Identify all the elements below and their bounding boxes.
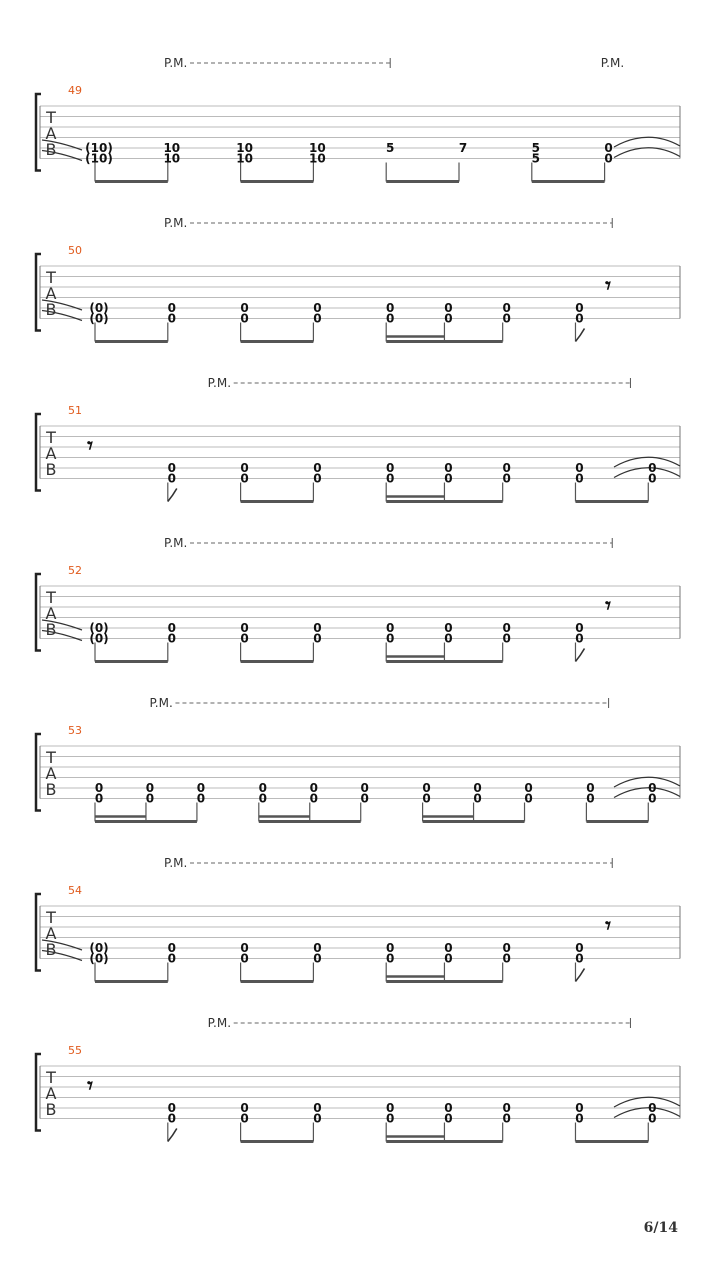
fret-number: 0 [240,951,249,966]
page-number: 6/14 [643,1220,678,1236]
fret-number: 10 [309,141,326,155]
fret-number: 10 [309,151,326,166]
tab-clef-letter: B [45,940,57,959]
fret-number: 10 [236,151,253,166]
fret-number: 10 [163,151,181,166]
fret-number: 0 [167,1111,176,1126]
fret-number: 0 [240,461,249,475]
fret-number: 0 [313,1101,322,1115]
fret-number: 0 [309,781,318,795]
tab-clef-letter: B [45,140,57,159]
measure-number: 54 [68,884,82,897]
fret-number: 0 [313,471,322,486]
fret-number: 10 [163,141,181,155]
tie-out-arc [614,457,680,467]
tab-clef-letter: T [46,748,56,767]
fret-number: 0 [502,461,511,475]
fret-number: 0 [386,631,395,646]
tab-clef-letter: A [45,1084,57,1103]
fret-number: 0 [258,781,267,795]
fret-number: 0 [473,781,482,795]
fret-number: 0 [360,781,369,795]
fret-number: 0 [648,791,657,806]
tie-out-arc [614,788,680,798]
fret-number: 0 [309,791,318,806]
fret-number: 0 [575,631,584,646]
fret-number: 0 [167,621,176,635]
fret-number: 0 [145,791,155,806]
tab-clef-letter: A [45,444,57,463]
fret-number: 0 [240,631,249,646]
fret-number: 0 [386,941,395,955]
tab-clef-letter: A [45,124,57,143]
fret-number: 0 [575,951,584,966]
fret-number: (0) [89,301,109,315]
fret-number: 0 [586,781,595,795]
fret-number: 0 [524,791,533,806]
fret-number: 0 [648,461,657,475]
fret-number: 0 [386,311,395,326]
fret-number: 0 [444,311,453,326]
palm-mute-label: P.M. [207,1016,232,1030]
eighth-rest: 𝄾 [87,433,93,459]
palm-mute-label: P.M. [149,696,173,710]
tab-clef-letter: B [45,1100,57,1119]
fret-number: 0 [167,471,176,486]
fret-number: 0 [648,1101,657,1115]
fret-number: (0) [89,311,109,326]
fret-number: 0 [240,311,249,326]
eighth-rest: 𝄾 [605,593,611,619]
fret-number: 0 [313,951,322,966]
tie-out-arc [614,777,680,787]
fret-number: 0 [258,791,267,806]
fret-number: 0 [167,1101,176,1115]
fret-number: 0 [502,1101,511,1115]
fret-number: 0 [240,941,249,955]
measure-number: 51 [68,404,82,417]
tie-out-arc [614,468,680,478]
fret-number: 0 [502,951,511,966]
fret-number: 0 [313,621,322,635]
fret-number: 5 [531,141,540,155]
fret-number: 0 [575,621,584,635]
tab-clef-letter: T [46,1068,56,1087]
eighth-rest: 𝄾 [605,913,611,939]
fret-number: 0 [386,301,395,315]
fret-number: 0 [145,781,155,795]
palm-mute-label: P.M. [207,376,232,390]
fret-number: (0) [89,621,109,635]
fret-number: (10) [85,141,113,155]
measure-number: 49 [68,84,82,97]
tab-clef-letter: T [46,108,56,127]
palm-mute-label: P.M. [164,536,188,550]
note-flag [575,969,584,982]
tab-clef-letter: A [45,764,57,783]
fret-number: 0 [313,461,322,475]
fret-number: 0 [444,951,453,966]
measure-number: 55 [68,1044,82,1057]
palm-mute-label: P.M. [600,56,625,70]
fret-number: 0 [648,781,657,795]
eighth-rest: 𝄾 [87,1073,93,1099]
fret-number: 0 [444,471,453,486]
tab-clef-letter: T [46,268,56,287]
tie-out-arc [614,1108,680,1118]
tab-clef-letter: T [46,428,56,447]
fret-number: 0 [604,141,613,155]
fret-number: 0 [524,781,533,795]
fret-number: 0 [422,781,431,795]
measure-number: 52 [68,564,82,577]
tab-clef-letter: B [45,300,57,319]
fret-number: 0 [502,471,511,486]
tab-clef-letter: B [45,460,57,479]
fret-number: 0 [502,631,511,646]
fret-number: 0 [360,791,369,806]
tab-clef-letter: A [45,924,57,943]
fret-number: (0) [89,941,109,955]
eighth-rest: 𝄾 [605,273,611,299]
fret-number: 0 [167,311,176,326]
fret-number: (0) [89,951,109,966]
fret-number: 0 [196,791,206,806]
fret-number: 0 [94,791,104,806]
fret-number: 0 [167,301,176,315]
fret-number: 0 [575,1101,584,1115]
tie-out-arc [614,1097,680,1107]
note-flag [168,1129,177,1142]
tab-clef-letter: T [46,908,56,927]
fret-number: 0 [586,791,595,806]
tie-out-arc [614,137,680,147]
note-flag [575,649,584,662]
fret-number: 0 [502,941,511,955]
fret-number: 0 [444,1101,453,1115]
fret-number: 0 [444,941,453,955]
fret-number: 0 [575,941,584,955]
fret-number: 5 [386,141,395,155]
fret-number: 0 [575,471,584,486]
fret-number: 0 [604,151,613,166]
measure-number: 50 [68,244,82,257]
fret-number: 0 [386,1101,395,1115]
fret-number: 0 [313,1111,322,1126]
fret-number: 0 [167,951,176,966]
note-flag [168,489,177,502]
fret-number: 0 [167,941,176,955]
fret-number: 0 [473,791,482,806]
fret-number: 5 [531,151,540,166]
fret-number: 0 [386,1111,395,1126]
tab-clef-letter: B [45,620,57,639]
tab-clef-letter: B [45,780,57,799]
fret-number: 0 [648,1111,657,1126]
fret-number: 0 [502,621,511,635]
fret-number: 0 [575,301,584,315]
fret-number: 0 [313,941,322,955]
fret-number: 0 [240,301,249,315]
fret-number: 0 [167,631,176,646]
measure-number: 53 [68,724,82,737]
fret-number: 0 [386,951,395,966]
fret-number: 0 [444,1111,453,1126]
fret-number: 0 [386,621,395,635]
fret-number: (10) [85,151,113,166]
fret-number: 0 [422,791,431,806]
tab-clef-letter: A [45,284,57,303]
note-flag [575,329,584,342]
fret-number: 0 [502,311,511,326]
fret-number: 0 [240,1111,249,1126]
tie-out-arc [614,148,680,158]
fret-number: 0 [313,631,322,646]
fret-number: 0 [386,471,395,486]
palm-mute-label: P.M. [164,216,188,230]
palm-mute-label: P.M. [164,56,188,70]
fret-number: 0 [444,301,453,315]
fret-number: 0 [240,1101,249,1115]
fret-number: 0 [386,461,395,475]
fret-number: 0 [444,461,453,475]
fret-number: 0 [444,621,453,635]
fret-number: 0 [444,631,453,646]
fret-number: 0 [648,471,657,486]
tab-clef-letter: T [46,588,56,607]
fret-number: 0 [502,301,511,315]
tab-clef-letter: A [45,604,57,623]
fret-number: (0) [89,631,109,646]
fret-number: 10 [236,141,253,155]
fret-number: 0 [240,471,249,486]
fret-number: 0 [575,1111,584,1126]
fret-number: 0 [575,461,584,475]
fret-number: 0 [196,781,206,795]
fret-number: 0 [502,1111,511,1126]
fret-number: 0 [94,781,104,795]
fret-number: 0 [313,301,322,315]
fret-number: 7 [458,141,468,155]
fret-number: 0 [240,621,249,635]
fret-number: 0 [167,461,176,475]
fret-number: 0 [313,311,322,326]
palm-mute-label: P.M. [164,856,188,870]
fret-number: 0 [575,311,584,326]
